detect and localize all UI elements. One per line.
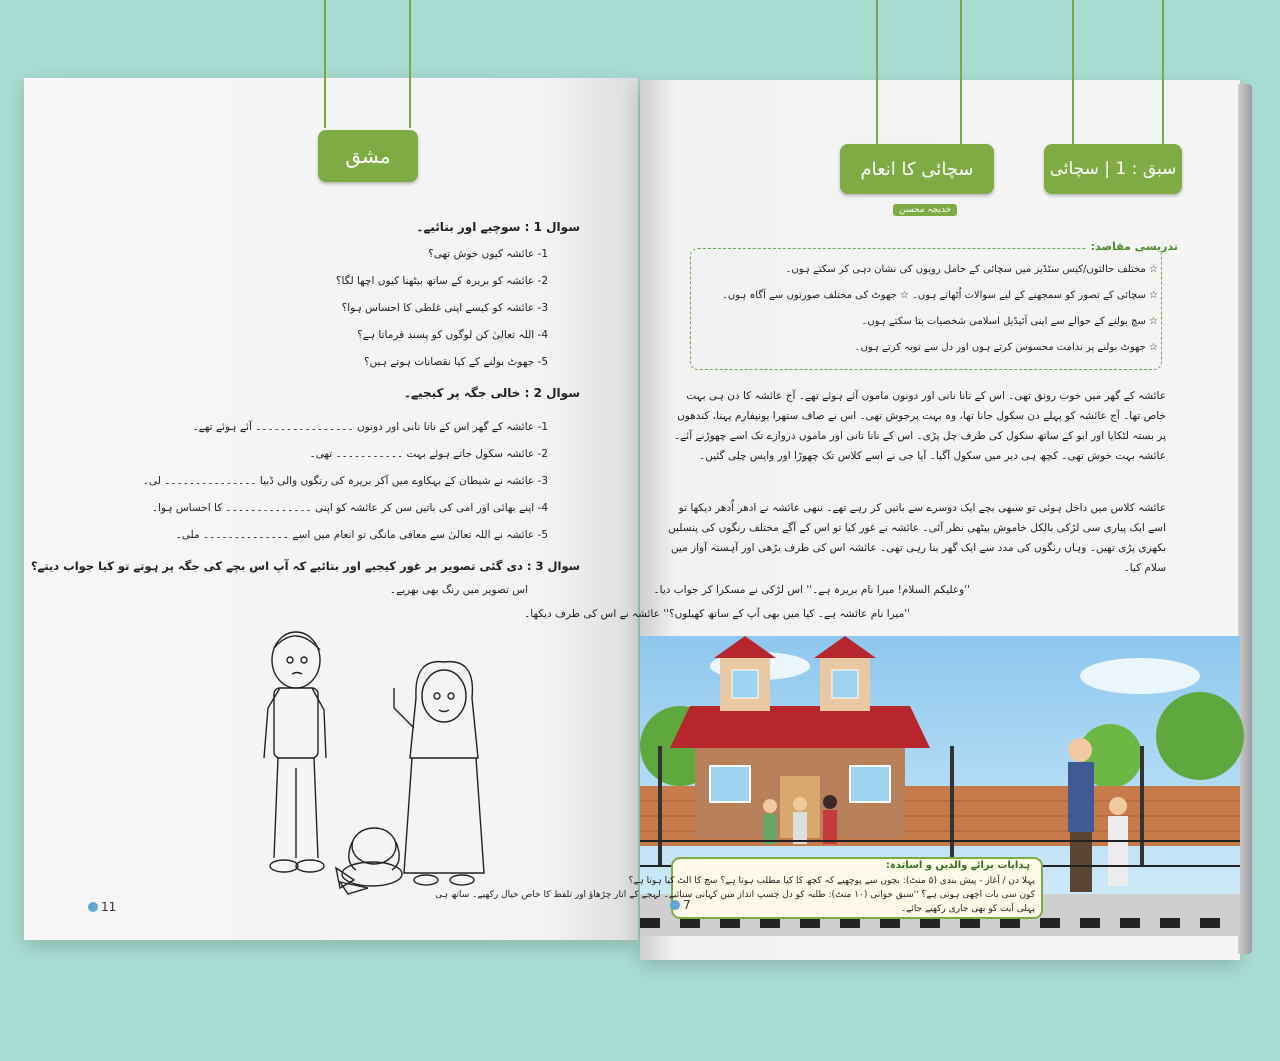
guidance-line: کون سی بات اچھی ہوتی ہے؟ ''سبق خوانی (۱۰ منٹ): طلبہ کو دل چسپ انداز میں کہانی سنائیے۔ لہجے کے اتار چڑھاؤ اور تلفظ کا خاص خیال رکھیے۔ ساتھ ہی: [435, 890, 1035, 900]
exercise-sign: [318, 130, 418, 182]
question-2-item: 1- عائشہ کے گھر اس کے نانا نانی اور دونوں ۔۔۔۔۔۔۔۔۔۔۔۔۔۔۔۔ آئے ہوئے تھے۔: [192, 421, 548, 433]
left-page: [24, 78, 638, 940]
sign-rope: [960, 0, 962, 144]
question-3-instruction: اس تصویر میں رنگ بھی بھریے۔: [389, 584, 528, 596]
lesson-title: سچائی کا انعام: [860, 158, 974, 180]
lesson-title-sign: [840, 144, 994, 194]
house-scene-illustration: [435, 636, 1240, 936]
objectives-title: تدریسی مقاصد:: [1087, 240, 1182, 253]
guidance-line: پہلی آیت کو بھی جاری رکھیے جائے۔: [900, 904, 1035, 914]
question-2-item: 4- اپنے بھائی اور امی کی باتیں سن کر عائشہ کو اپنی ۔۔۔۔۔۔۔۔۔۔۔۔۔۔ کا احساس ہوا۔: [151, 502, 548, 514]
exercise-title: مشق: [345, 144, 391, 168]
dialog-line: ''میرا نام عائشہ ہے۔ کیا میں بھی آپ کے ساتھ کھیلوں؟'' عائشہ نے اس کی طرف دیکھا۔: [524, 608, 910, 620]
coloring-illustration: [244, 618, 504, 898]
question-1-item: 1- عائشہ کیوں خوش تھی؟: [428, 248, 548, 260]
objective-item: ☆ سچ بولنے کے حوالے سے اپنی آئیڈیل اسلامی شخصیات بتا سکتے ہوں۔: [861, 316, 1158, 327]
question-3-heading: سوال 3 : دی گئی تصویر پر غور کیجیے اور بتائیے کہ آپ اس بچے کی جگہ پر ہوتے تو کیا جواب دیتے؟: [30, 559, 580, 573]
question-1-item: 2- عائشہ کو بریرہ کے ساتھ بیٹھنا کیوں اچھا لگا؟: [335, 275, 548, 287]
story-paragraph-1: عائشہ کے گھر میں خوب رونق تھی۔ اس کے نانا نانی اور دونوں ماموں آئے ہوئے تھے۔ آج عائشہ کا دن ہی بہت خاص تھا۔ آج عائشہ کو پہلے دن سکول جانا تھا، وہ بہت پرجوش تھی۔ اس نے صاف ستھرا یونیفارم پہنا، کندھوں پر بستہ لٹکایا اور ابو کے ساتھ سکول کی طرف چل پڑی۔ اس کے نانا نانی اور ماموں دروازے تک اسے چھوڑنے آئے۔ عائشہ بہت خوش تھی۔ کچھ ہی دیر میں سکول آگیا۔ آپا جی نے اسے کلاس تک چھوڑا اور واپس چلی گئیں۔: [674, 390, 1166, 462]
guidance-line: پہلا دن / آغاز - پیش بندی (۵ منٹ): بچوں سے پوچھیے کہ کچھ کا کیا مطلب ہوتا ہے؟ سچ کا الٹ کیا ہوتا ہے؟: [628, 876, 1035, 886]
sign-rope: [409, 0, 411, 128]
left-page-number: [88, 900, 116, 914]
sign-rope: [324, 0, 326, 128]
objective-item: ☆ مختلف حالتوں/کیس سٹڈیز میں سچائی کے حامل رویوں کی نشان دہی کر سکتے ہوں۔: [785, 264, 1158, 275]
question-1-item: 5- جھوٹ بولنے کے کیا نقصانات ہوتے ہیں؟: [364, 356, 548, 368]
story-paragraph-2: عائشہ کلاس میں داخل ہوئی تو سبھی بچے ایک دوسرے سے باتیں کر رہے تھے۔ ننھی عائشہ نے ادھر اُدھر دیکھا تو اسے ایک پیاری سی لڑکی بالکل خاموش بیٹھی نظر آئی۔ عائشہ نے غور کیا تو اس کے آگے مختلف رنگوں کی پنسلیں بکھری پڑی تھیں۔ وہاں رنگوں کی مدد سے ایک گھر بنا رہی تھی۔ عائشہ اس کی طرف بڑھی اور آہستہ آواز میں سلام کیا۔: [668, 502, 1166, 574]
question-2-item: 2- عائشہ سکول جاتے ہوئے بہت ۔۔۔۔۔۔۔۔۔۔۔ تھی۔: [309, 448, 548, 460]
sign-rope: [876, 0, 878, 144]
question-2-heading: سوال 2 : خالی جگہ پر کیجیے۔: [404, 386, 580, 400]
page-dot-icon: [670, 900, 680, 910]
objective-item: ☆ سچائی کے تصور کو سمجھنے کے لیے سوالات اُٹھاتے ہوں۔ ☆ جھوٹ کی مختلف صورتوں سے آگاہ ہوں۔: [722, 290, 1158, 301]
boy-head: [272, 632, 320, 688]
page-number-text: 7: [683, 898, 691, 912]
lesson-number-sign: [1044, 144, 1182, 194]
author-tag: خدیجہ محسن: [893, 204, 957, 216]
sign-rope: [1072, 0, 1074, 144]
question-1-item: 4- اللہ تعالیٰ کن لوگوں کو پسند فرماتا ہے؟: [357, 329, 548, 341]
guidance-heading: ہدایات برائے والدین و اساتذہ:: [885, 860, 1030, 871]
lesson-number: سبق : 1 | سچائی: [1049, 159, 1177, 179]
question-1-heading: سوال 1 : سوچیے اور بتائیے۔: [416, 220, 580, 234]
page-dot-icon: [88, 902, 98, 912]
question-2-item: 5- عائشہ نے اللہ تعالیٰ سے معافی مانگی تو انعام میں اسے ۔۔۔۔۔۔۔۔۔۔۔۔۔۔ ملی۔: [175, 529, 548, 541]
sign-rope: [1162, 0, 1164, 144]
question-1-item: 3- عائشہ کو کیسے اپنی غلطی کا احساس ہوا؟: [341, 302, 548, 314]
page-edge: [1238, 84, 1252, 954]
page-number-text: 11: [101, 900, 117, 914]
dialog-line: ''وعلیکم السلام! میرا نام بریرہ ہے۔'' اس لڑکی نے مسکرا کر جواب دیا۔: [653, 584, 970, 596]
question-2-item: 3- عائشہ نے شیطان کے بہکاوے میں آکر بریرہ کی رنگوں والی ڈبیا ۔۔۔۔۔۔۔۔۔۔۔۔۔۔۔ لی۔: [142, 475, 548, 487]
objective-item: ☆ جھوٹ بولنے پر ندامت محسوس کرتے ہوں اور دل سے توبہ کرتے ہوں۔: [854, 342, 1158, 353]
right-page-number: [670, 898, 691, 912]
